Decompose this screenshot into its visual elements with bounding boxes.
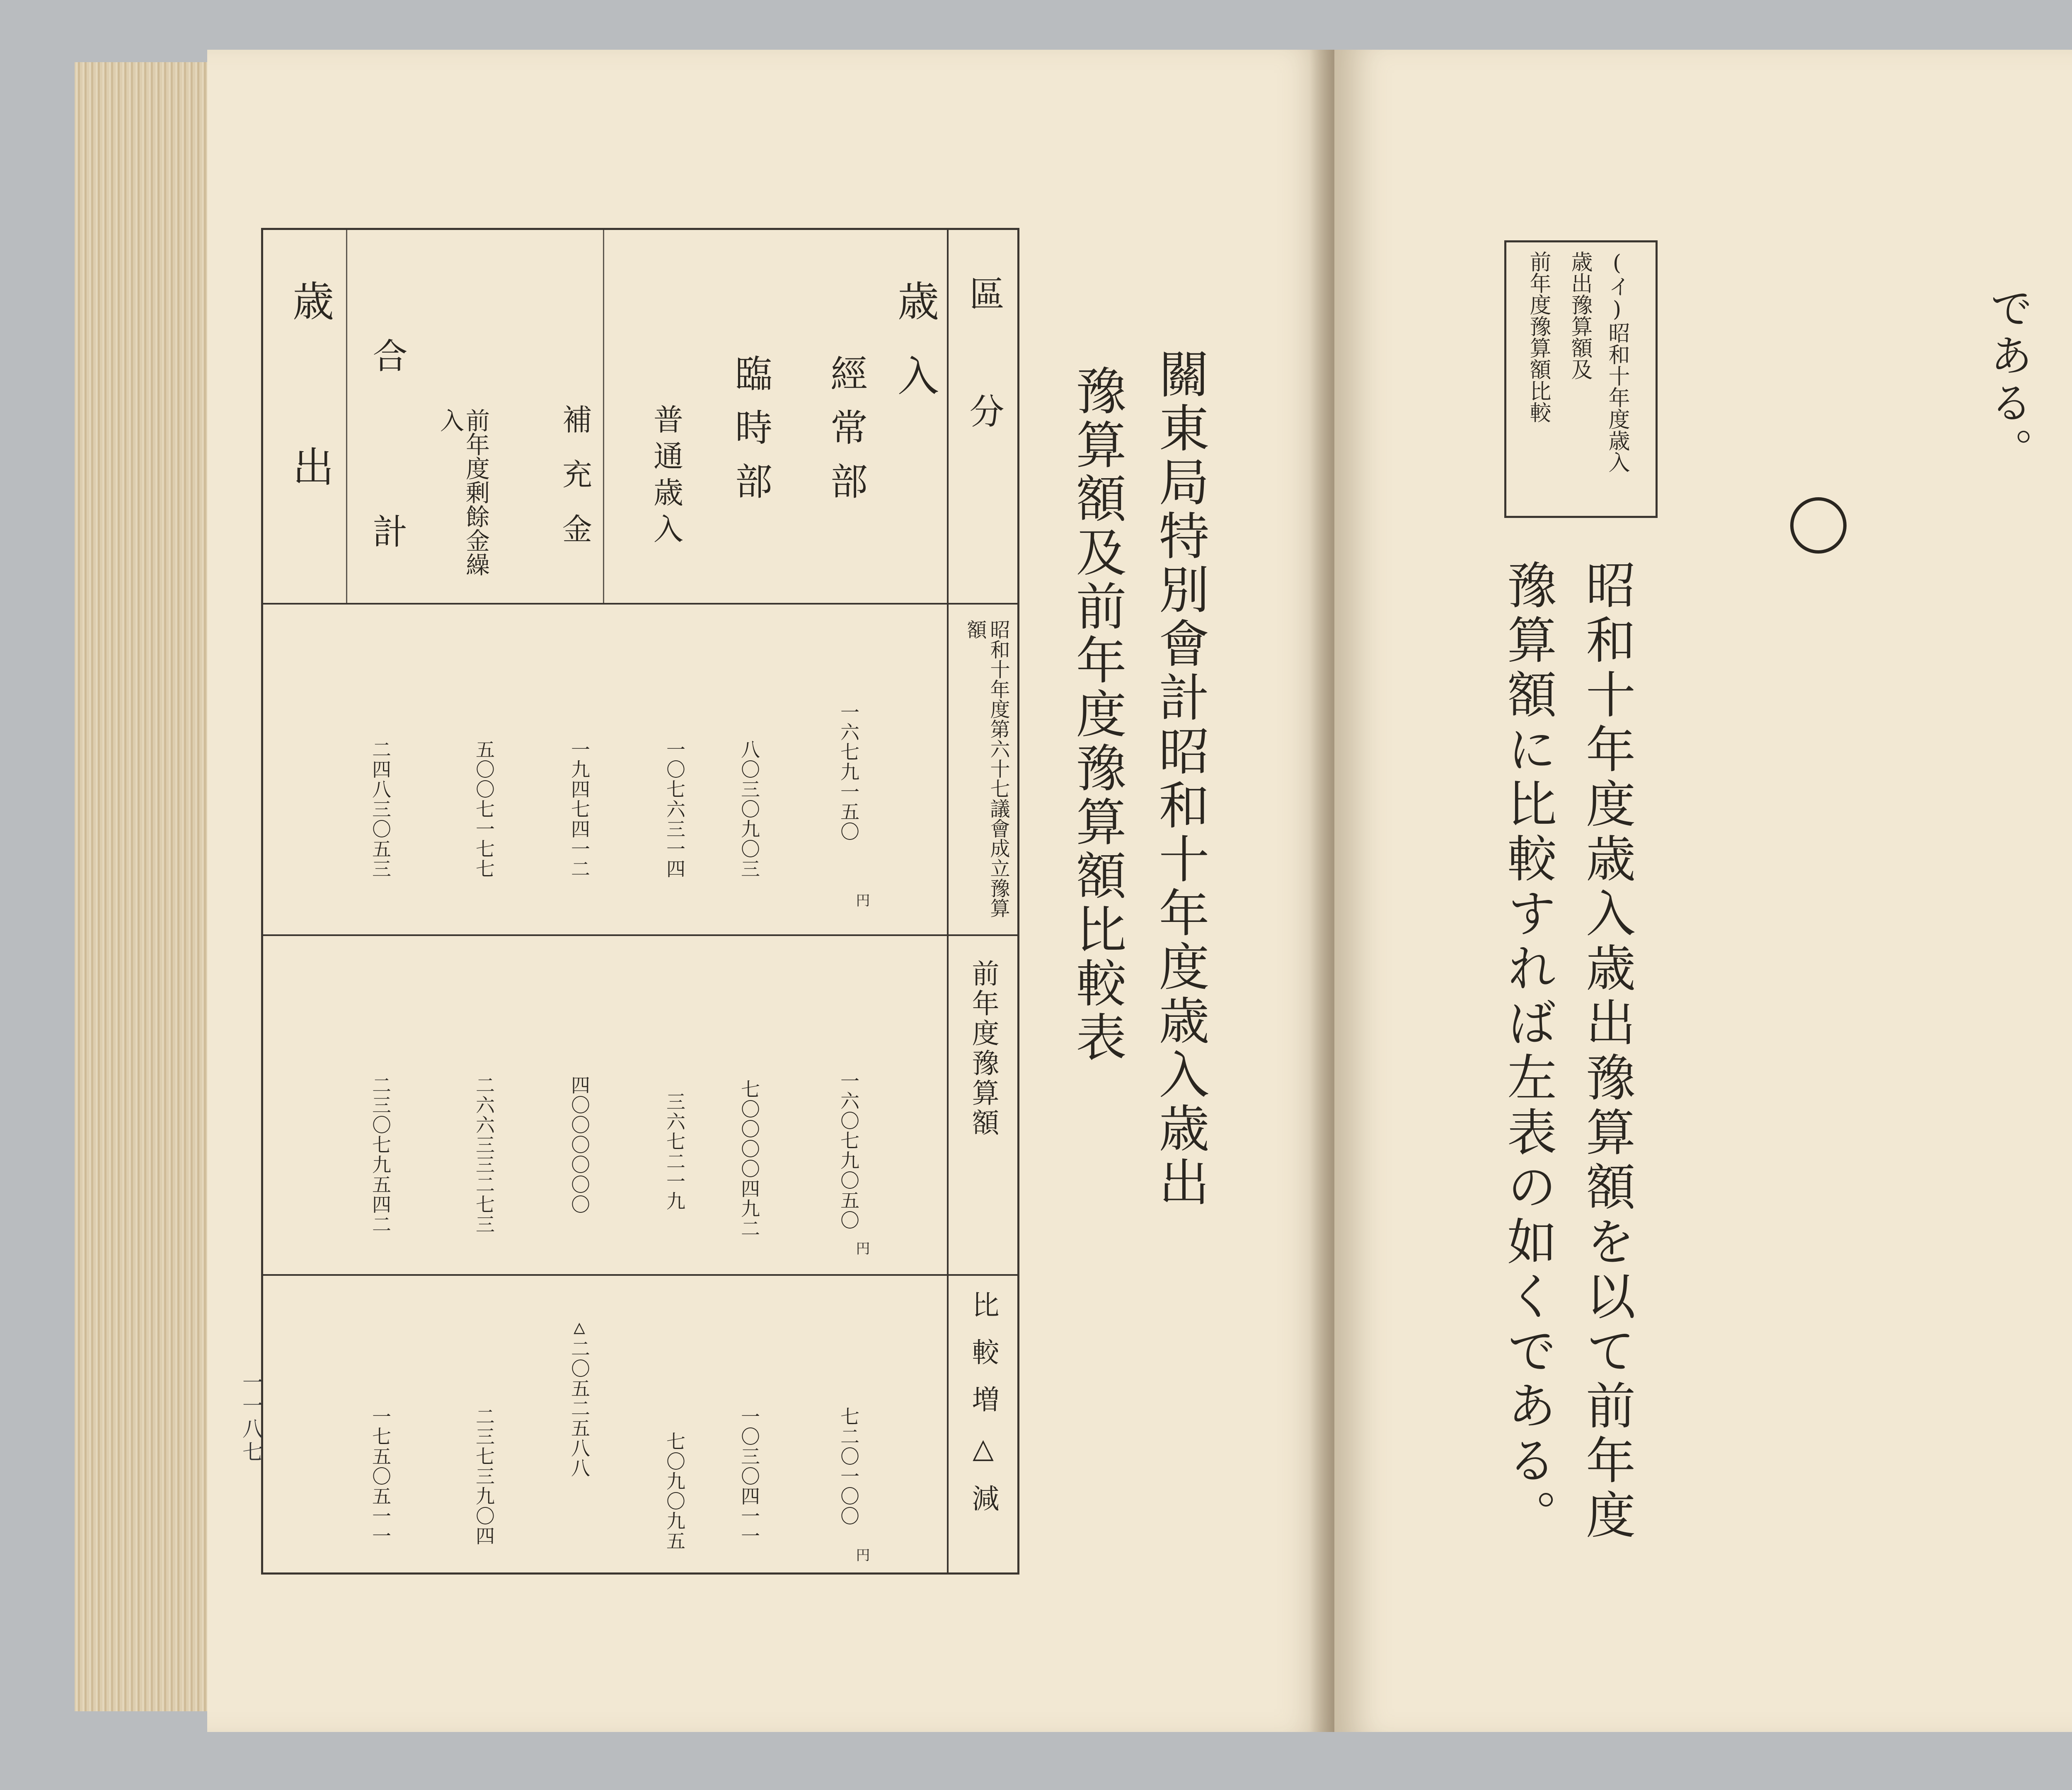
- header-compare: 比較増△減: [967, 1291, 999, 1531]
- box-note-line2: 歳出豫算額及: [1567, 251, 1592, 380]
- page-edges-left: [75, 62, 215, 1711]
- row-label-expense: 歳出: [286, 280, 334, 611]
- prev-regular-income: 三六七二一九: [663, 1092, 686, 1211]
- box-note-line3: 前年度豫算額比較: [1526, 251, 1551, 423]
- row-label-income: 歳入: [891, 280, 939, 429]
- folio-left: 一一八七: [239, 1372, 263, 1464]
- prev-total: 二三〇七九五四二: [369, 1075, 392, 1234]
- table-title-line2: 豫算額及前年度豫算額比較表: [1067, 365, 1126, 1065]
- diff-ordinary: 七二〇一〇〇: [838, 1407, 860, 1526]
- header-current: 昭和十年度第六十七議會成立豫算額: [963, 619, 1010, 918]
- cur-supplement: 一九四七四一二: [568, 740, 591, 879]
- prev-ordinary-unit: 円: [853, 1241, 870, 1256]
- cur-surplus: 五〇〇七一七七: [473, 740, 495, 879]
- box-note-line1: (イ)昭和十年度歳入: [1605, 251, 1629, 473]
- paragraph-line2: 豫算額に比較すれば左表の如くである。: [1499, 559, 1556, 1544]
- table-title-line1: 關東局特別會計昭和十年度歳入歳出: [1150, 348, 1209, 1210]
- diff-total: 一七五〇五一一: [369, 1407, 392, 1546]
- cur-ordinary: 一六七九一五〇: [838, 702, 860, 842]
- paragraph-line1: 昭和十年度歳入歳出豫算額を以て前年度: [1578, 559, 1635, 1544]
- row-label-ordinary: 經常部: [824, 354, 867, 516]
- row-label-extraordinary: 臨時部: [729, 354, 772, 516]
- cur-regular-income: 一〇七六三一四: [663, 740, 686, 879]
- diff-surplus: 二三七三九〇四: [473, 1407, 495, 1546]
- prev-extraordinary: 七〇〇〇〇四九二: [738, 1079, 760, 1238]
- header-previous: 前年度豫算額: [967, 959, 999, 1138]
- cur-total: 二四八三〇五三: [369, 740, 392, 879]
- row-label-total: 合計: [367, 338, 408, 689]
- row-label-supplement: 補充金: [557, 404, 592, 568]
- header-kubun: 區分: [964, 276, 1005, 511]
- row-label-surplus: 前年度剰餘金繰入: [436, 408, 490, 576]
- row-label-regular-income: 普通歳入: [649, 404, 683, 550]
- right-page: [1334, 50, 2072, 1732]
- left-page: [207, 50, 1334, 1732]
- prev-supplement: 四〇〇〇〇〇〇: [568, 1075, 591, 1214]
- closing-text: である。: [1982, 286, 2033, 475]
- prev-surplus: 二六六三三二七三: [473, 1075, 495, 1234]
- section-heading-box: [1504, 240, 1658, 518]
- circle-mark: [1790, 497, 1847, 554]
- diff-ordinary-unit: 円: [853, 1548, 870, 1563]
- cur-ordinary-unit: 円: [853, 893, 870, 908]
- comparison-table: [261, 228, 1019, 1575]
- diff-regular-income: 七〇九〇九五: [663, 1432, 686, 1551]
- prev-ordinary: 一六〇七九〇五〇: [838, 1071, 860, 1230]
- diff-extraordinary: 一〇三〇四一一: [738, 1407, 760, 1546]
- cur-extraordinary: 八〇三〇九〇三: [738, 740, 760, 879]
- diff-supplement: △二〇五二五八八: [568, 1316, 591, 1478]
